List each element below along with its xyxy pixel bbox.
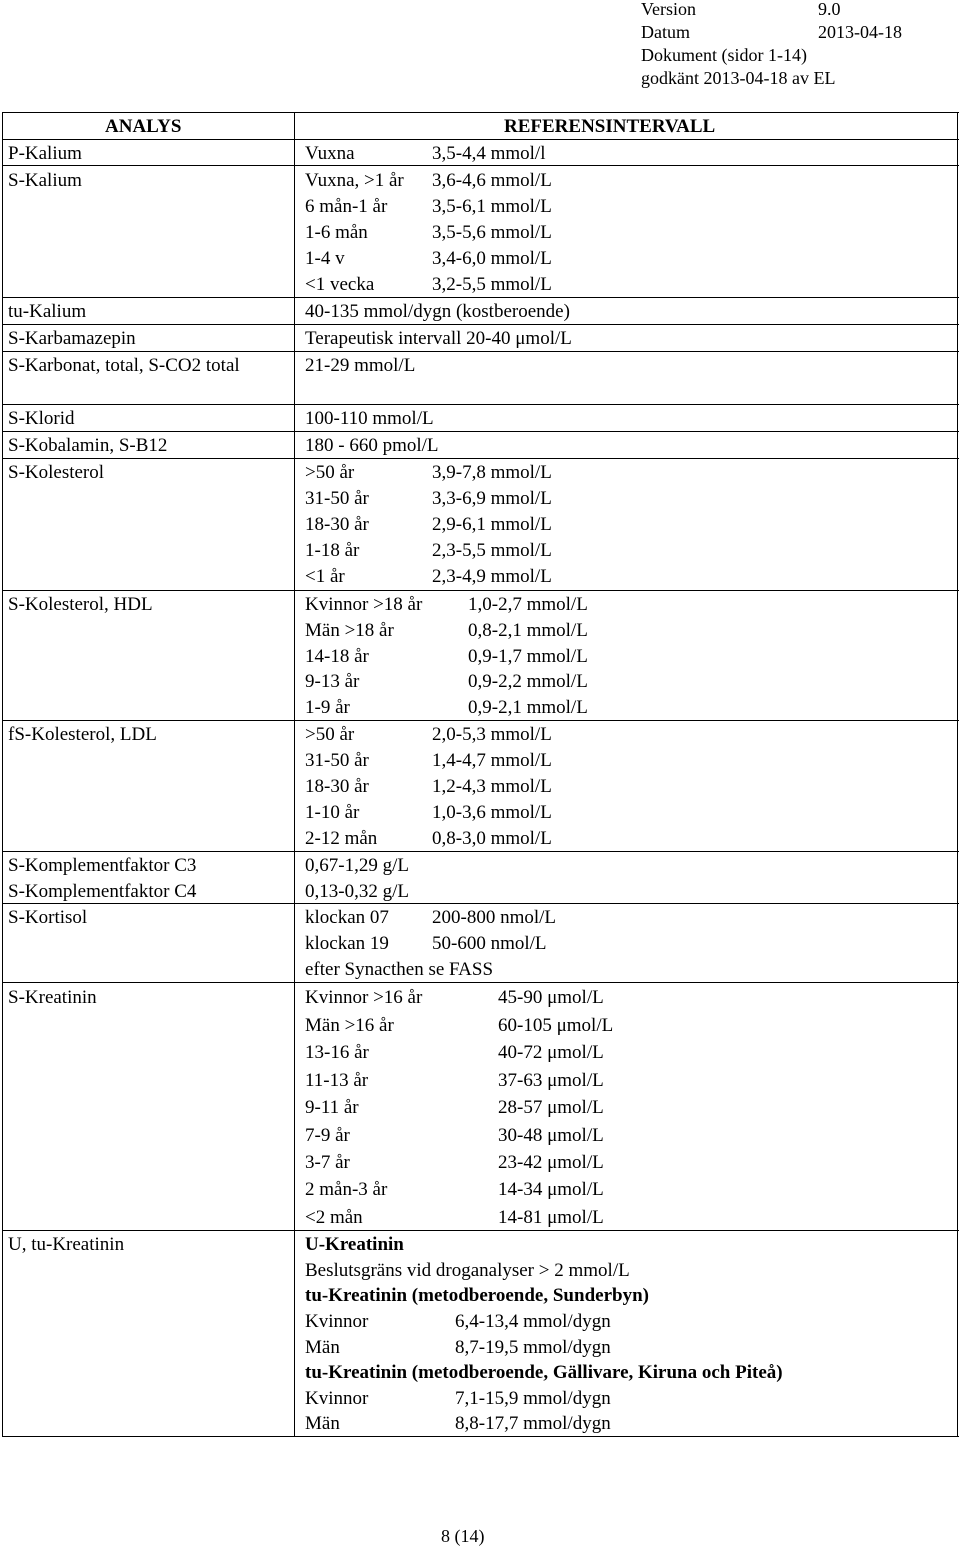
analysis-name: S-Kreatinin: [8, 987, 97, 1008]
ref-value: 60-105 μmol/L: [498, 1015, 614, 1036]
ref-group: 11-13 år: [305, 1070, 369, 1091]
date-value: 2013-04-18: [818, 22, 902, 42]
ref-value: 200-800 nmol/L: [432, 907, 557, 928]
col-header-analys: ANALYS: [105, 116, 182, 137]
ref-value: 6,4-13,4 mmol/dygn: [455, 1311, 611, 1332]
ref-group: 1-4 v: [305, 248, 345, 269]
ref-group: Vuxna: [305, 143, 355, 164]
ref-value: Terapeutisk intervall 20-40 μmol/L: [305, 328, 572, 349]
ref-value: Beslutsgräns vid droganalyser > 2 mmol/L: [305, 1260, 630, 1281]
ref-value: 30-48 μmol/L: [498, 1125, 604, 1146]
ref-group: Kvinnor >16 år: [305, 987, 423, 1008]
ref-value: 2,9-6,1 mmol/L: [432, 514, 552, 535]
ref-value: 40-72 μmol/L: [498, 1042, 604, 1063]
ref-value: 3,9-7,8 mmol/L: [432, 462, 552, 483]
ref-group: 31-50 år: [305, 750, 369, 771]
ref-value: 2,3-5,5 mmol/L: [432, 540, 552, 561]
version-value: 9.0: [818, 0, 841, 19]
analysis-name: S-Kobalamin, S-B12: [8, 435, 168, 456]
ref-value: 8,7-19,5 mmol/dygn: [455, 1337, 611, 1358]
ref-value: 3,6-4,6 mmol/L: [432, 170, 552, 191]
ref-value: 3,5-5,6 mmol/L: [432, 222, 552, 243]
ref-group: 18-30 år: [305, 514, 369, 535]
ref-value: 0,8-2,1 mmol/L: [468, 620, 588, 641]
ref-value: 3,4-6,0 mmol/L: [432, 248, 552, 269]
ref-subheading: tu-Kreatinin (metodberoende, Gällivare, Kiruna och Piteå): [305, 1362, 783, 1383]
ref-group: 7-9 år: [305, 1125, 350, 1146]
ref-group: 9-13 år: [305, 671, 360, 692]
ref-value: 37-63 μmol/L: [498, 1070, 604, 1091]
analysis-name: S-Klorid: [8, 408, 75, 429]
ref-value: 45-90 μmol/L: [498, 987, 604, 1008]
analysis-name: P-Kalium: [8, 143, 82, 164]
ref-value: 7,1-15,9 mmol/dygn: [455, 1388, 611, 1409]
ref-group: klockan 19: [305, 933, 389, 954]
ref-value: 2,0-5,3 mmol/L: [432, 724, 552, 745]
ref-value: 0,9-2,2 mmol/L: [468, 671, 588, 692]
analysis-name: S-Karbamazepin: [8, 328, 136, 349]
analysis-name: S-Karbonat, total, S-CO2 total: [8, 355, 240, 376]
ref-value: 8,8-17,7 mmol/dygn: [455, 1413, 611, 1434]
ref-group: <1 vecka: [305, 274, 375, 295]
analysis-name: tu-Kalium: [8, 301, 87, 322]
ref-group: Män >18 år: [305, 620, 394, 641]
ref-value: 100-110 mmol/L: [305, 408, 434, 429]
col-header-referensintervall: REFERENSINTERVALL: [504, 116, 716, 137]
ref-value: 0,13-0,32 g/L: [305, 881, 409, 902]
analysis-name: S-Komplementfaktor C3: [8, 855, 197, 876]
ref-group: Män: [305, 1413, 340, 1434]
ref-group: 1-9 år: [305, 697, 350, 718]
ref-value: 1,2-4,3 mmol/L: [432, 776, 552, 797]
ref-subheading: tu-Kreatinin (metodberoende, Sunderbyn): [305, 1285, 649, 1306]
ref-value: 1,4-4,7 mmol/L: [432, 750, 552, 771]
page-number: 8 (14): [441, 1526, 485, 1546]
ref-group: Kvinnor >18 år: [305, 594, 423, 615]
ref-group: 9-11 år: [305, 1097, 359, 1118]
ref-group: <1 år: [305, 566, 345, 587]
ref-group: 1-10 år: [305, 802, 360, 823]
analysis-name: S-Kolesterol, HDL: [8, 594, 153, 615]
ref-group: 2 mån-3 år: [305, 1179, 388, 1200]
approved-line: godkänt 2013-04-18 av EL: [641, 68, 836, 88]
document-pages: Dokument (sidor 1-14): [641, 45, 807, 65]
analysis-name: S-Kortisol: [8, 907, 88, 928]
ref-group: 18-30 år: [305, 776, 369, 797]
analysis-name: S-Kolesterol: [8, 462, 105, 483]
ref-value: 3,5-4,4 mmol/l: [432, 143, 546, 164]
version-label: Version: [641, 0, 696, 19]
analysis-name: U, tu-Kreatinin: [8, 1234, 125, 1255]
ref-value: 180 - 660 pmol/L: [305, 435, 439, 456]
ref-group: Män: [305, 1337, 340, 1358]
ref-value: 23-42 μmol/L: [498, 1152, 604, 1173]
ref-group: Män >16 år: [305, 1015, 394, 1036]
ref-value: 2,3-4,9 mmol/L: [432, 566, 552, 587]
ref-group: Kvinnor: [305, 1388, 369, 1409]
analysis-name: S-Komplementfaktor C4: [8, 881, 197, 902]
ref-group: 31-50 år: [305, 488, 369, 509]
ref-value: 3,2-5,5 mmol/L: [432, 274, 552, 295]
ref-value: 3,5-6,1 mmol/L: [432, 196, 552, 217]
ref-value: 1,0-3,6 mmol/L: [432, 802, 552, 823]
ref-subheading: U-Kreatinin: [305, 1234, 404, 1255]
ref-group: 1-18 år: [305, 540, 360, 561]
ref-value: 0,8-3,0 mmol/L: [432, 828, 552, 849]
ref-value: 3,3-6,9 mmol/L: [432, 488, 552, 509]
ref-group: 6 mån-1 år: [305, 196, 388, 217]
ref-group: Kvinnor: [305, 1311, 369, 1332]
ref-value: 50-600 nmol/L: [432, 933, 547, 954]
analysis-name: S-Kalium: [8, 170, 82, 191]
ref-group: 3-7 år: [305, 1152, 350, 1173]
ref-note: efter Synacthen se FASS: [305, 959, 494, 980]
ref-group: 14-18 år: [305, 646, 369, 667]
ref-value: 0,9-1,7 mmol/L: [468, 646, 588, 667]
ref-group: klockan 07: [305, 907, 389, 928]
ref-group: <2 mån: [305, 1207, 363, 1228]
ref-value: 40-135 mmol/dygn (kostberoende): [305, 301, 570, 322]
ref-group: 1-6 mån: [305, 222, 368, 243]
ref-value: 14-81 μmol/L: [498, 1207, 604, 1228]
ref-value: 1,0-2,7 mmol/L: [468, 594, 588, 615]
ref-group: >50 år: [305, 724, 355, 745]
ref-value: 28-57 μmol/L: [498, 1097, 604, 1118]
ref-value: 14-34 μmol/L: [498, 1179, 604, 1200]
analysis-name: fS-Kolesterol, LDL: [8, 724, 157, 745]
ref-group: Vuxna, >1 år: [305, 170, 404, 191]
ref-group: 2-12 mån: [305, 828, 378, 849]
ref-value: 0,67-1,29 g/L: [305, 855, 409, 876]
ref-value: 21-29 mmol/L: [305, 355, 416, 376]
date-label: Datum: [641, 22, 690, 42]
ref-value: 0,9-2,1 mmol/L: [468, 697, 588, 718]
ref-group: 13-16 år: [305, 1042, 369, 1063]
ref-group: >50 år: [305, 462, 355, 483]
